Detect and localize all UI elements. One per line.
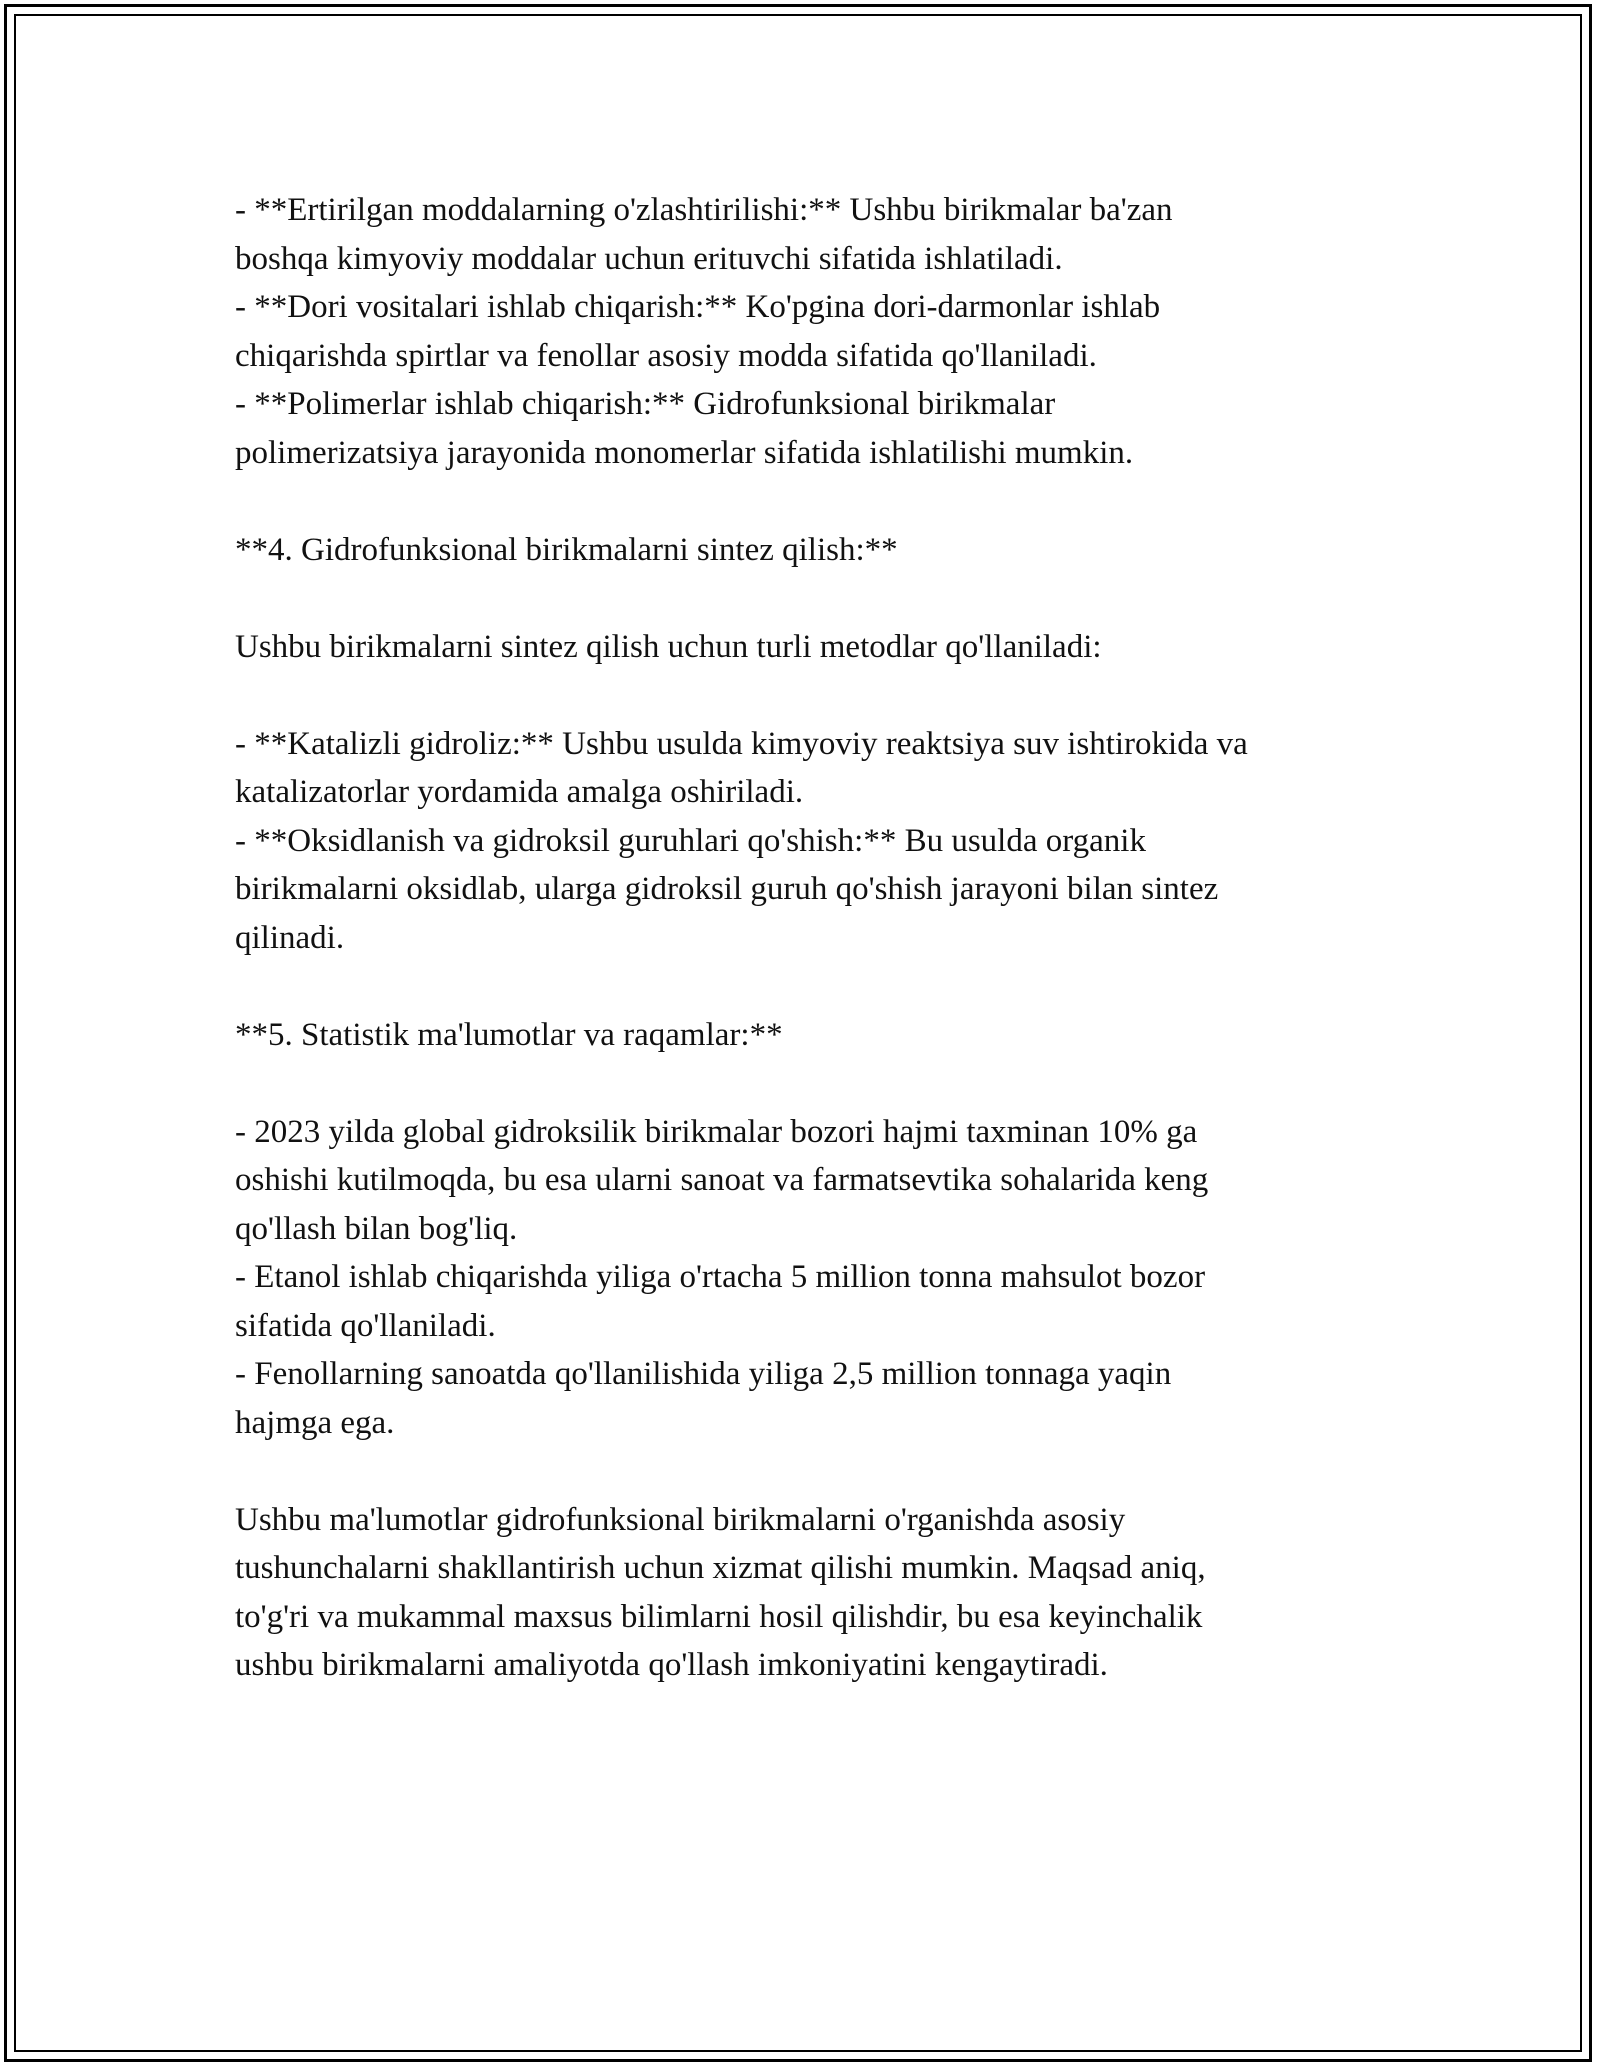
text-line: - **Oksidlanish va gidroksil guruhlari qo'shish:** Bu usulda organik bbox=[235, 822, 1146, 859]
paragraph-gap bbox=[235, 1447, 1385, 1496]
text-line: tushunchalarni shakllantirish uchun xizmat qilishi mumkin. Maqsad aniq, bbox=[235, 1550, 1206, 1586]
text-line: - **Ertirilgan moddalarning o'zlashtirilishi:** Ushbu birikmalar ba'zan bbox=[235, 192, 1173, 228]
section-heading-5: **5. Statistik ma'lumotlar va raqamlar:** bbox=[235, 1016, 783, 1053]
text-line: - 2023 yilda global gidroksilik birikmalar bozori hajmi taxminan 10% ga bbox=[235, 1113, 1198, 1150]
text-line: boshqa kimyoviy moddalar uchun erituvchi sifatida ishlatiladi. bbox=[235, 240, 1063, 277]
text-line: - Etanol ishlab chiqarishda yiliga o'rtacha 5 million tonna mahsulot bozor bbox=[235, 1259, 1206, 1295]
text-line: qilinadi. bbox=[235, 919, 345, 956]
text-line: - Fenollarning sanoatda qo'llanilishida yiliga 2,5 million tonnaga yaqin bbox=[235, 1356, 1172, 1392]
text-line: ushbu birikmalarni amaliyotda qo'llash imkoniyatini kengaytiradi. bbox=[235, 1647, 1108, 1683]
paragraph-gap bbox=[235, 1059, 1385, 1108]
text-line: - **Katalizli gidroliz:** Ushbu usulda kimyoviy reaktsiya suv ishtirokida va bbox=[235, 725, 1248, 762]
text-line: to'g'ri va mukammal maxsus bilimlarni hosil qilishdir, bu esa keyinchalik bbox=[235, 1598, 1203, 1635]
paragraph-gap bbox=[235, 574, 1385, 623]
text-line: katalizatorlar yordamida amalga oshiriladi. bbox=[235, 774, 804, 810]
text-line: birikmalarni oksidlab, ularga gidroksil guruh qo'shish jarayoni bilan sintez bbox=[235, 871, 1219, 907]
paragraph-gap bbox=[235, 477, 1385, 526]
text-line: Ushbu ma'lumotlar gidrofunksional birikmalarni o'rganishda asosiy bbox=[235, 1501, 1126, 1538]
text-line: qo'llash bilan bog'liq. bbox=[235, 1210, 518, 1247]
section-heading-4: **4. Gidrofunksional birikmalarni sintez qilish:** bbox=[235, 531, 898, 568]
paragraph-gap bbox=[235, 962, 1385, 1011]
text-line: oshishi kutilmoqda, bu esa ularni sanoat va farmatsevtika sohalarida keng bbox=[235, 1162, 1209, 1198]
text-line: - **Dori vositalari ishlab chiqarish:** Ko'pgina dori-darmonlar ishlab bbox=[235, 289, 1161, 325]
text-line: Ushbu birikmalarni sintez qilish uchun turli metodlar qo'llaniladi: bbox=[235, 628, 1102, 665]
text-line: - **Polimerlar ishlab chiqarish:** Gidrofunksional birikmalar bbox=[235, 386, 1056, 422]
text-line: hajmga ega. bbox=[235, 1404, 395, 1441]
text-line: polimerizatsiya jarayonida monomerlar sifatida ishlatilishi mumkin. bbox=[235, 434, 1134, 471]
paragraph-gap bbox=[235, 671, 1385, 720]
text-line: sifatida qo'llaniladi. bbox=[235, 1307, 496, 1344]
document-body bbox=[235, 186, 1385, 1690]
text-line: chiqarishda spirtlar va fenollar asosiy modda sifatida qo'llaniladi. bbox=[235, 337, 1097, 374]
